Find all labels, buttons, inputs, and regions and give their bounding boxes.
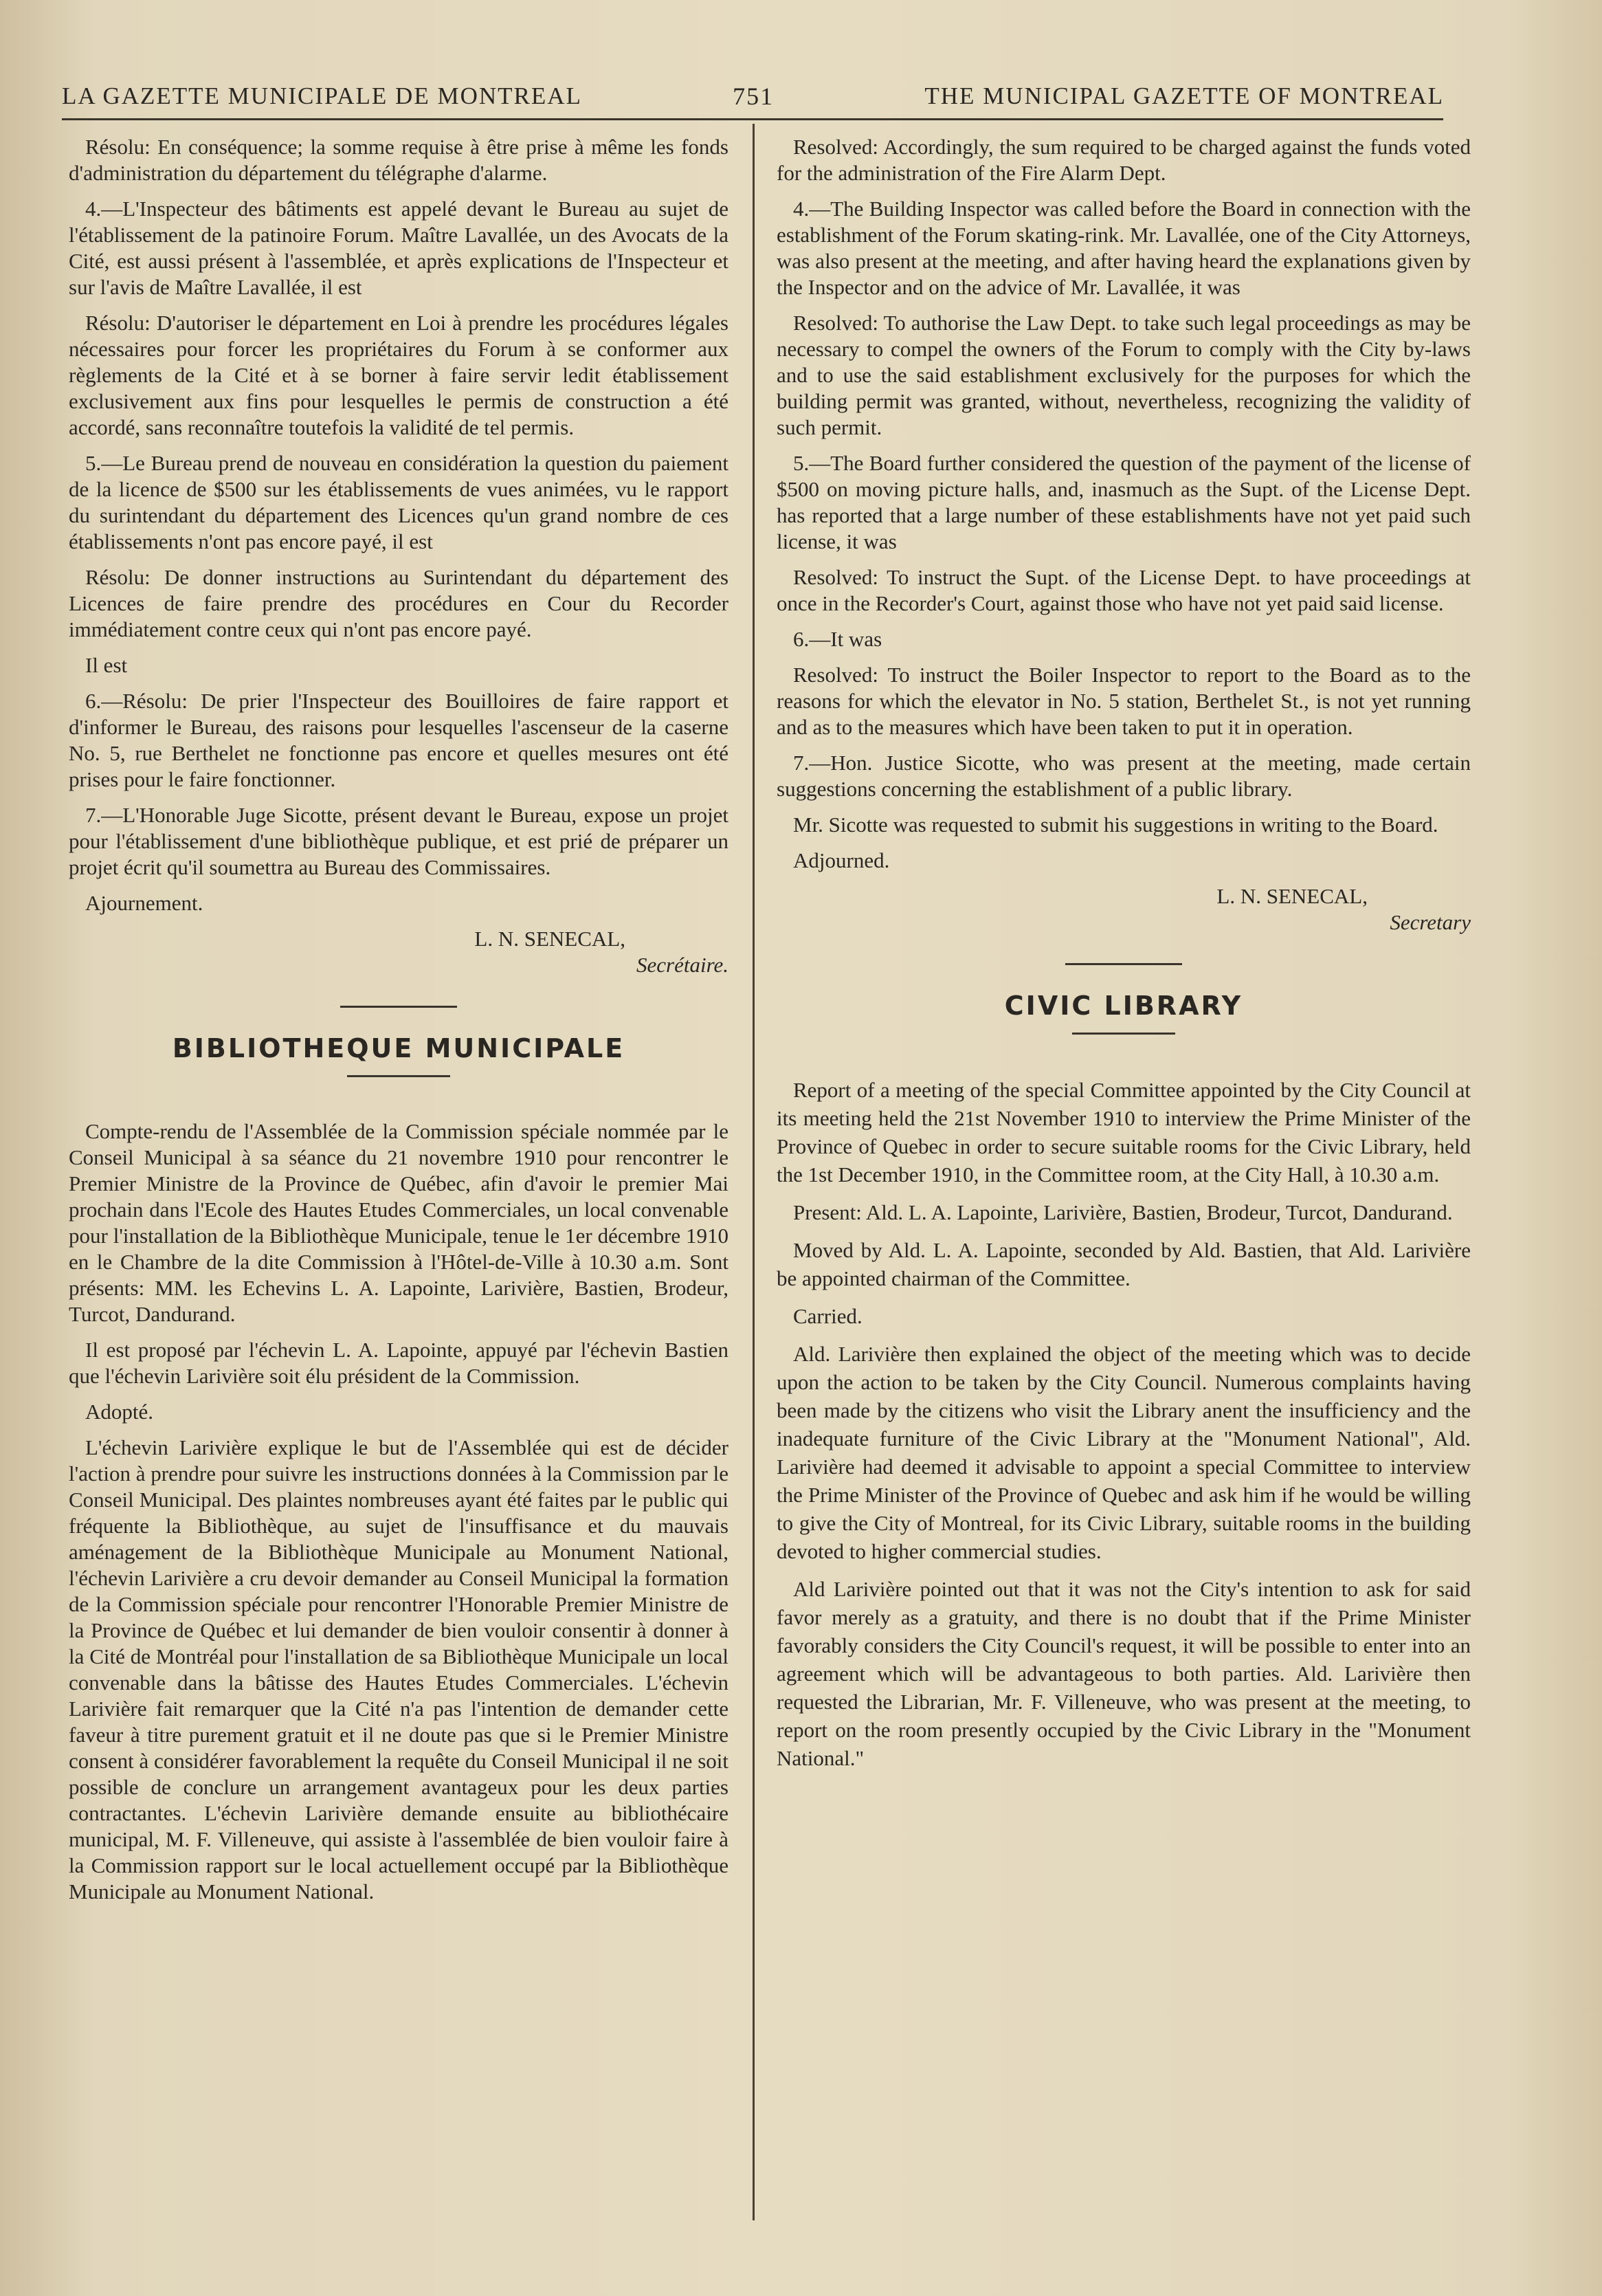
english-column <box>777 134 1471 1782</box>
paragraph: 5.—The Board further considered the question of the payment of the license of $500 on moving picture halls, and, inasmuch as the Supt. of the License Dept. has reported that a large number of these establishments have not yet paid such license, it was <box>777 451 1471 553</box>
french-column <box>69 134 728 1914</box>
paragraph: Ald. Larivière then explained the object of the meeting which was to decide upon the action to be taken by the City Council. Numerous complaints having been made by the citizens who visit the Library anent the insufficiency and the inadequate furniture of the Civic Library at the "Monument National", Ald. Larivière had deemed it advisable to appoint a special Committee to interview the Prime Minister of the Province of Quebec and ask him if he would be willing to give the City of Montreal, for its Civic Library, suitable rooms in the building devoted to higher commercial studies. <box>777 1342 1471 1563</box>
header-rule <box>62 118 1443 120</box>
paragraph: Resolved: To instruct the Supt. of the License Dept. to have proceedings at once in the Recorder's Court, against those who have not yet paid said license. <box>777 565 1471 615</box>
paragraph: Resolved: To instruct the Boiler Inspector to report to the Board as to the reasons for which the elevator in No. 5 station, Berthelet St., is not yet running and as to the measures which have been taken to put it in operation. <box>777 663 1471 739</box>
paragraph: Ald Larivière pointed out that it was not the City's intention to ask for said favor merely as a gratuity, and there is no doubt that if the Prime Minister favorably considers the City Council's request, it will be possible to enter into an agreement which will be advantageous to both parties. Ald. Larivière then requested the Librarian, Mr. F. Villeneuve, who was present at the meeting, to report on the room presently occupied by the Civic Library in the "Monument National." <box>777 1577 1471 1770</box>
paragraph: Il est proposé par l'échevin L. A. Lapointe, appuyé par l'échevin Bastien que l'échevin Larivière soit élu président de la Commission. <box>69 1338 728 1388</box>
section-title: BIBLIOTHEQUE MUNICIPALE <box>172 1033 625 1063</box>
paragraph: Ajournement. <box>85 891 203 915</box>
paragraph: 5.—Le Bureau prend de nouveau en considération la question du paiement de la licence de $500 sur les établissements de vues animées, vu le rapport du surintendant du département des Licences qu'un grand nombre de ces établissements n'ont pas encore payé, il est <box>69 451 728 553</box>
header-title-english: THE MUNICIPAL GAZETTE OF MONTREAL <box>924 82 1444 109</box>
paragraph: Present: Ald. L. A. Lapointe, Larivière, Bastien, Brodeur, Turcot, Dandurand. <box>793 1200 1453 1224</box>
signature-role: Secrétaire. <box>636 953 728 977</box>
english-report-body <box>777 1076 1471 1772</box>
paragraph: Moved by Ald. L. A. Lapointe, seconded by Ald. Bastien, that Ald. Larivière be appointed chairman of the Committee. <box>777 1238 1471 1290</box>
title-rule <box>1072 1033 1175 1035</box>
signature-block <box>777 883 1471 936</box>
page-number: 751 <box>733 82 775 110</box>
title-rule <box>347 1075 450 1077</box>
paragraph: 7.—L'Honorable Juge Sicotte, présent devant le Bureau, expose un projet pour l'établissement d'une bibliothèque publique, et est prié de préparer un projet écrit qu'il soumettra au Bureau des Commissaires. <box>69 803 728 879</box>
paragraph: Adopté. <box>85 1400 154 1424</box>
paragraph: 4.—L'Inspecteur des bâtiments est appelé devant le Bureau au sujet de l'établissement de la patinoire Forum. Maître Lavallée, un des Avocats de la Cité, est aussi présent à l'assemblée, et après explications de l'Inspecteur et sur l'avis de Maître Lavallée, il est <box>69 197 728 299</box>
paragraph: Report of a meeting of the special Committee appointed by the City Council at its meeting held the 21st November 1910 to interview the Prime Minister of the Province of Quebec in order to secure suitable rooms for the Civic Library, held the 1st December 1910, in the Committee room, at the City Hall, à 10.30 a.m. <box>777 1078 1471 1186</box>
paragraph: Resolved: To authorise the Law Dept. to take such legal proceedings as may be necessary to compel the owners of the Forum to comply with the City by-laws and to use the said establishment exclusively for the purposes for which the building permit was granted, without, nevertheless, recognizing the validity of such permit. <box>777 311 1471 439</box>
header-title-french: LA GAZETTE MUNICIPALE DE MONTREAL <box>62 82 582 109</box>
paragraph: Il est <box>85 653 128 677</box>
paragraph: Carried. <box>793 1304 863 1328</box>
paragraph: 6.—Résolu: De prier l'Inspecteur des Bouilloires de faire rapport et d'informer le Bureau, des raisons pour lesquelles l'ascenseur de la caserne No. 5, rue Berthelet ne fonctionne pas encore et quelles mesures ont été prises pour le faire fonctionner. <box>69 689 728 791</box>
paragraph: 7.—Hon. Justice Sicotte, who was present at the meeting, made certain suggestions concerning the establishment of a public library. <box>777 751 1471 801</box>
paragraph: L'échevin Larivière explique le but de l'Assemblée qui est de décider l'action à prendre pour suivre les instructions données à la Commission par le Conseil Municipal. Des plaintes nombreuses ayant été faites par le public qui fréquente la Bibliothèque, au sujet de l'insuffisance et du mauvais aménagement de la Bibliothèque Municipale au Monument National, l'échevin Larivière a cru devoir demander au Conseil Municipal la formation de la Commission spéciale pour rencontrer l'Honorable Premier Ministre de la Province de Québec et lui demander de bien vouloir consentir à donner à la Cité de Montréal pour l'installation de sa Bibliothèque Municipale un local convenable dans la bâtisse des Hautes Etudes Commerciales. L'échevin Larivière fait remarquer que la Cité n'a pas l'intention de demander cette faveur à titre purement gratuit et il ne doute pas que si le Premier Ministre consent à considérer favorablement la requête du Conseil Municipal il ne soit possible de conclure un arrangement avantageux pour les deux parties contractantes. L'échevin Larivière demande ensuite au bibliothécaire municipal, M. F. Villeneuve, qui assiste à l'assemblée de bien vouloir faire à la Commission rapport sur le local actuellement occupé par la Bibliothèque Municipale au Monument National. <box>69 1435 728 1903</box>
section-title: CIVIC LIBRARY <box>1004 991 1243 1021</box>
separator-rule <box>340 1006 457 1008</box>
paragraph: Mr. Sicotte was requested to submit his suggestions in writing to the Board. <box>793 813 1438 837</box>
separator-rule <box>1065 963 1182 965</box>
column-divider <box>753 124 755 2220</box>
paragraph: 6.—It was <box>793 627 882 651</box>
paragraph: Compte-rendu de l'Assemblée de la Commission spéciale nommée par le Conseil Municipal à sa séance du 21 novembre 1910 pour rencontrer le Premier Ministre de la Province de Québec, afin d'avoir le premier Mai prochain dans l'Ecole des Hautes Etudes Commerciales, un local convenable pour l'installation de la Bibliothèque Municipale, tenue le 1er décembre 1910 en le Chambre de la dite Commission à l'Hôtel-de-Ville à 10.30 a.m. Sont présents: MM. les Echevins L. A. Lapointe, Larivière, Bastien, Brodeur, Turcot, Dandurand. <box>69 1119 728 1326</box>
signature-name: L. N. SENECAL, <box>1216 884 1368 908</box>
paragraph: Résolu: D'autoriser le département en Loi à prendre les procédures légales nécessaires pour forcer les propriétaires du Forum à se conformer aux règlements de la Cité et à se borner à faire servir ledit établissement exclusivement aux fins pour lesquelles le permis de construction a été accordé, sans reconnaître toutefois la validité de tel permis. <box>69 311 728 439</box>
page-header <box>62 72 1444 120</box>
paragraph: Résolu: De donner instructions au Surintendant du département des Licences de faire prendre des procédures en Cour du Recorder immédiatement contre ceux qui n'ont pas encore payé. <box>69 565 728 641</box>
paragraph: 4.—The Building Inspector was called before the Board in connection with the establishment of the Forum skating-rink. Mr. Lavallée, one of the City Attorneys, was also present at the meeting, and after having heard the explanations given by the Inspector and on the advice of Mr. Lavallée, it was <box>777 197 1471 299</box>
paragraph: Adjourned. <box>793 848 890 872</box>
paragraph: Resolved: Accordingly, the sum required to be charged against the funds voted for the administration of the Fire Alarm Dept. <box>777 135 1471 185</box>
paragraph: Résolu: En conséquence; la somme requise à être prise à même les fonds d'administration du département du télégraphe d'alarme. <box>69 135 728 185</box>
signature-block <box>69 926 728 978</box>
signature-role: Secretary <box>1390 910 1471 934</box>
signature-name: L. N. SENECAL, <box>474 927 625 951</box>
